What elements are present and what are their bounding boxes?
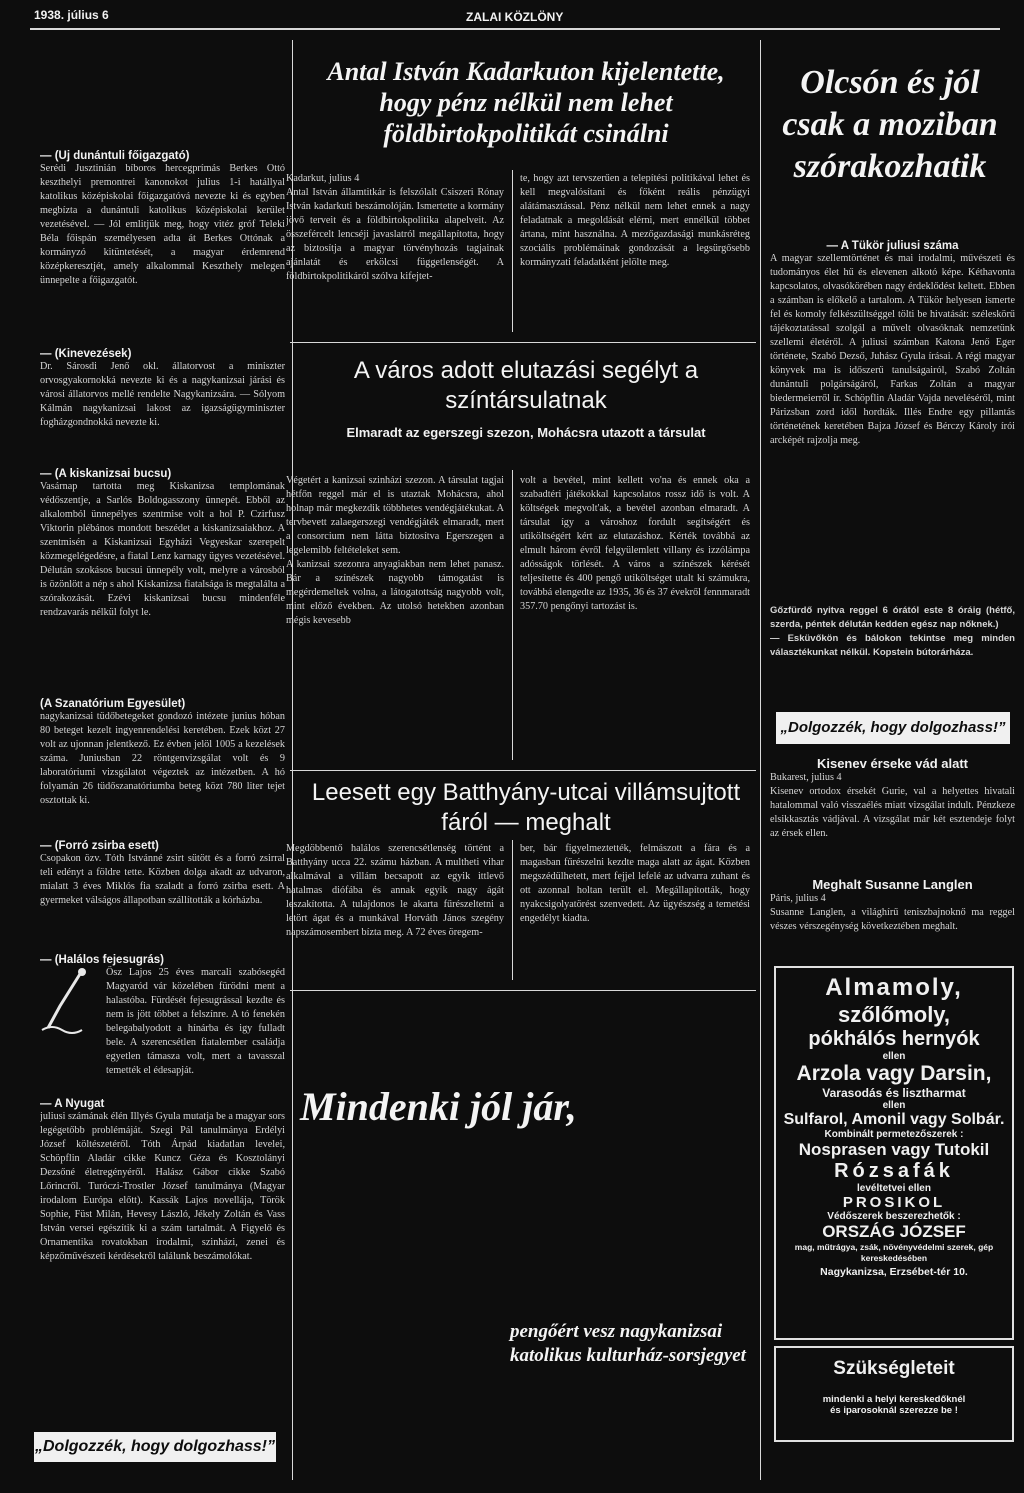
ad-line: pókhálós hernyók (808, 1028, 980, 1050)
article-title: Kisenev érseke vád alatt (816, 756, 969, 771)
inner-divider (512, 170, 513, 332)
article-body: Végetért a kanizsai szinházi szezon. A társulat tagjai hétfőn reggel már el is utaztak Mohácsra, ahol holnap már megkezdik többhetes vendégjátékukat. A tervbevett zalaegerszegi vendégjáték elmaradt, mert a consorcium nem látta biztosítva Egerszegen a legelemibb feltételeket sem. A kanizsai szezonra anyagiakban nem lehet panasz. Bár a színészek nagyobb támogatást is megérdemeltek volna, a látogatottság nagyobb volt, mint előző években. Az utolsó hetekben azonban mégis kevesebb (286, 475, 504, 626)
column-right (770, 240, 1015, 714)
ad-line: mindenki a helyi kereskedőknél (822, 1394, 966, 1405)
ad-line: Nagykanizsa, Erzsébet-tér 10. (820, 1266, 968, 1278)
ad-line: szőlőmoly, (837, 1002, 951, 1027)
cinema-ad-script: Olcsón és jól csak a moziban szórakozhatik (782, 64, 998, 185)
article-body: nagykanizsai tüdőbetegeket gondozó intézete junius hóban 80 beteget kezelt ingyenrendelési keretében. Ezek közt 27 volt az ujonnan jelentkező. Ez évben jelöl 1005 a kezelések száma. Juniusban 22 röntgenvizsgálat volt és 9 laboratóriumi vizsgálatot végeztek az intézetben. A hó folyamán 26 tüdőszanatóriumba beteg közt 780 liter tejet osztottak ki. (40, 711, 285, 806)
newspaper-name: ZALAI KÖZLÖNY (466, 10, 564, 24)
ad-line: Rózsafák (834, 1160, 954, 1182)
section-rule (290, 990, 756, 991)
article-body: ber, bár figyelmeztették, felmászott a fára és a magasban fűrészelni kezdte maga alatt az ágat. Közben megszédülhetett, mert fejjel lefelé az udvarra zuhant és ott azonnal holtan terült el. Megállapították, hogy nyakcsigolyatörést szenvedett. Az ügyészség a temetési engedélyt kiadta. (520, 843, 750, 924)
article-body: Páris, julius 4 Susanne Langlen, a világhírű teniszbajnoknő ma reggel vészes vérszegénység következtében meghalt. (770, 893, 1015, 932)
ad-line: Arzola vagy Darsin, (796, 1062, 992, 1085)
subheadline: Elmaradt az egerszegi szezon, Mohácsra utazott a társulat (346, 425, 706, 440)
article-title: Meghalt Susanne Langlen (812, 877, 973, 892)
ad-line: ellen (882, 1051, 906, 1062)
ad-mindenki-heading: Mindenki jól jár, (300, 1084, 577, 1129)
article-body: Bukarest, julius 4 Kisenev ortodox érsekét Gurie, val a helyettes hivatali hatalommal való visszaélés miatt vizsgálat indult. Pénzkeze elsikkasztás vádjával. A vizsgálat már két esztendeje folyt az érsek ellen. (770, 772, 1015, 839)
ad-line: Szükségleteit (833, 1358, 955, 1379)
article-title: — A Nyugat (40, 1098, 105, 1110)
ad-lottery-text: pengőért vesz nagykanizsai katolikus kulturház-sorsjegyet (510, 1321, 746, 1366)
article-body: volt a bevétel, mint kellett vo'na és ennek oka a szabadtéri játékokkal kapcsolatos rossz idő is volt. A költségek megvolt'ak, a bevétel azonban elmaradt. A társulat így a városhoz fordult segítségért és utiköltségért kért az elutazáshoz. Kérték továbbá az elmult három évről felgyülemlett villany és izzólámpa adósságok törlését. A város a színészek kérését teljesítette és 400 pengő utiköltséget utalt ki számukra, továbbá elengedte az 1935, 36 és 37 évekről fennmaradt 357.70 pengőnyi tartozást is. (520, 475, 750, 612)
article-body: te, hogy azt tervszerűen a telepítési politikával lehet és kell megvalósítani és főként reális pénzügyi alátámasztással. Pénz nélkül nem lehet ennek a nagy feladatnak a megoldását elérni, mert ennélkül többet ártana, mint használna. A mezőgazdasági munkásréteg szociális problémáinak gondozását a legsürgősebb kormányzati feladatként jelölte meg. (520, 173, 750, 268)
inner-divider (512, 470, 513, 760)
ad-line: Sulfarol, Amonil vagy Solbár. (783, 1111, 1005, 1128)
ad-dolgozzek-banner: „Dolgozzék, hogy dolgozhass!” (776, 712, 1010, 744)
article-title: — A Tükör juliusi száma (826, 240, 959, 252)
notice-body: Gőzfürdő nyitva reggel 6 órától este 8 óráig (hétfő, szerda, péntek délután kedden egész nap nőknek.) — Esküvőkön és bálokon tekintse meg minden választékunkat nélkül. Kopstein bútorárháza. (770, 605, 1015, 658)
article-body: Serédi Jusztinián bíboros hercegprímás Berkes Ottó keszthelyi premontrei kanonokot julius 1-i hatállyal katolikus középiskolai főigazgatóvá nevezte ki és egyben megbízta a dunántuli katolikus középiskolai kerület vezetésével. — Jól emlitjük meg, hogy vitéz gróf Teleki Béla főispán személyesen adta át Berkes Ottónak a kormányzó kitüntetését, a magyar érdemrend középkeresztjét, amely alkalommal Keszthely melegen ünnepelte a főigazgatót. (40, 163, 285, 286)
local-shops-ad-box (774, 1346, 1014, 1442)
article-title: — (Uj dunántuli főigazgató) (40, 150, 190, 162)
article-body: Kadarkut, julius 4 Antal István államtitkár is felszólalt Csiszeri Rónay István kadarkuti beszámolóján. Ismertette a kormány jövő terveit és a földbirtokpolitika alapelveit. Az összefércelt lencséji javaslatról megállapította, hogy az biztosítja a magyar törvényhozás tagjainak ajánlatát és erkölcsi függetlenségét. A földbirtokpolitikáról szólva kifejtet- (286, 173, 504, 282)
article-title: — (Halálos fejesugrás) (40, 954, 164, 966)
column-divider-2 (760, 40, 761, 1480)
column-left (40, 150, 285, 1372)
ad-line: PROSIKOL (842, 1194, 946, 1211)
masthead-rule (30, 28, 1000, 30)
diver-illustration (40, 966, 100, 1036)
ad-line: mag, műtrágya, zsák, növényvédelmi szerek, gép kereskedésében (794, 1242, 994, 1263)
ad-line: levéltetvei ellen (857, 1183, 931, 1194)
article-body: Ősz Lajos 25 éves marcali szabósegéd Magyaród vár közelében fürödni ment a halastóba. Fürdését fejesugrással kezdte és nem is jött többet a felszínre. A tó fenekén belegabalyodott a hínárba és igy fulladt bele. A szerencsétlen fiatalember családja egyetlen támasza volt, mert a tavasszal temették el édesapját. (106, 967, 285, 1076)
ad-line: Kombinált permetezőszerek : (824, 1129, 964, 1140)
headline: A város adott elutazási segélyt a színtársulatnak (353, 357, 699, 414)
ad-line: Almamoly, (825, 974, 963, 1001)
ad-line: ORSZÁG JÓZSEF (822, 1222, 966, 1241)
ad-line: ellen (882, 1100, 906, 1111)
inner-divider (512, 840, 513, 980)
page-date: 1938. július 6 (34, 8, 109, 22)
article-title: — (Forró zsirba esett) (40, 840, 159, 852)
headline: Leesett egy Batthyány-utcai villámsujtott fáról — meghalt (311, 779, 741, 836)
ad-line: Védőszerek beszerezhetők : (827, 1211, 961, 1222)
main-headline: Antal István Kadarkuton kijelentette, hogy pénz nélkül nem lehet földbirtokpolitikát csinálni (327, 57, 725, 148)
section-rule (290, 342, 756, 343)
article-title: — (A kiskanizsai bucsu) (40, 468, 172, 480)
ad-line: Nosprasen vagy Tutokil (798, 1140, 990, 1159)
article-body: Dr. Sárosdi Jenő okl. állatorvost a miniszter orvosgyakornokká nevezte ki és a nagykanizsai járási és városi állatorvos mellé rendelte Nagykanizsára. — Sólyom Kálmán nagykanizsai lakost az igazságügyminiszter fogházgondnokká nevezte ki. (40, 361, 285, 428)
ad-line: és iparosoknál szerezze be ! (830, 1405, 958, 1416)
article-title: — (Kinevezések) (40, 348, 132, 360)
ad-line: Varasodás és lisztharmat (822, 1086, 966, 1100)
article-title: (A Szanatórium Egyesület) (40, 698, 186, 710)
article-body: Megdöbbentő halálos szerencsétlenség történt a Batthyány ucca 22. számu házban. A multheti vihar alkalmával a villám becsapott az egyik ittlevő hatalmas diófába és annak egyik nagy ágát leszakította. A tulajdonos le akarta fűrészeltetni a letört ágat és a munkával Horváth János szegény napszámosembert bízta meg. A 72 éves öregem- (286, 843, 504, 938)
article-body: Vasárnap tartotta meg Kiskanizsa templomának védőszentje, a Sarlós Boldogasszony ünnepét. Ebből az alkalomból ünnepélyes szentmise volt a hol P. Czirfusz Viktorin plébános mondott beszédet a kiskanizsaiakhoz. A szentmisén a Kiskanizsai Egyházi Vegyeskar szerepelt közmegelégedésre, a fiatal Lenz karnagy ügyes vezetésével. Délután szokásos bucsui ünnepély volt, melyre a városból is özönlött a nép s ahol Kiskanizsa fiatalsága is megtalálta a szórakozását. Ezévi kiskanizsai bucsu mindenféle rendzavarás nélkül folyt le. (40, 481, 285, 618)
pesticide-ad-box (774, 966, 1014, 1340)
article-body: A magyar szellemtörténet és mai irodalmi, művészeti és tudományos élet hű és elevenen alkotó képe. Kéthavonta kapcsolatos, olvasókörében nagy érdeklődést keltett. Ebben a számban is előkelő a tartalom. A Tükör helyesen ismerte fel és komoly felkészültséggel tölti be hivatását: széleskörű tájékoztatással szolgál a művelt olvasóknak nemzetünk szellemi életéről. A juliusi számban Katona Jenő Eger története, Szabó Dezső, Juhász Gyula írásai. A régi magyar könyvek ma is időszerű tanulságairól, Szabó Zoltán dunántuli polgárságáról, Farkas Zoltán a magyar biedermeierről ír. Schöpflin Aladár Vajda neveléséről, mint Párizsban zord idől hordták. Illés Endre egy pillantás történetének keretében Bajza József és Bérczy Károly írói arcképét rajzolja meg. (770, 253, 1015, 446)
article-body: Csopakon özv. Tóth Istvánné zsirt sütött és a forró zsirral teli edényt a földre tette. Közben dolga akadt az udvaron, mialatt 3 éves Miklós fia szaladt a forró zsirba esett. A gyermeket válságos állapotban szállították a kórházba. (40, 853, 285, 906)
ad-dolgozzek-banner: „Dolgozzék, hogy dolgozhass!” (34, 1432, 276, 1462)
article-with-figure (40, 966, 285, 1090)
article-body: juliusi számának élén Illyés Gyula mutatja be a magyar sors legégetőbb problémáját. Szegi Pál tanulmánya Erdélyi József költészetéről. Tóth Árpád kiadatlan levelei, Schöpflin Aladár cikke Kuncz Géza és Kosztolányi Dezsőné életregényéről. Halász Gábor cikke Szabó Lőrincről. Turóczi-Trostler József tanulmánya (Magyar irodalom Európa előtt). Kassák Lajos novellája, Török Sophie, Füst Milán, Hevesy László, Jékely Zoltán és Vass István versei egészítik ki a szám tartalmát. A Figyelő és Ornamentika rovatokban irodalmi, szinházi, zenei és képzőművészeti kérdésekről találunk beszámolókat. (40, 1111, 285, 1262)
section-rule (290, 770, 756, 771)
column-right-news (770, 756, 1015, 950)
